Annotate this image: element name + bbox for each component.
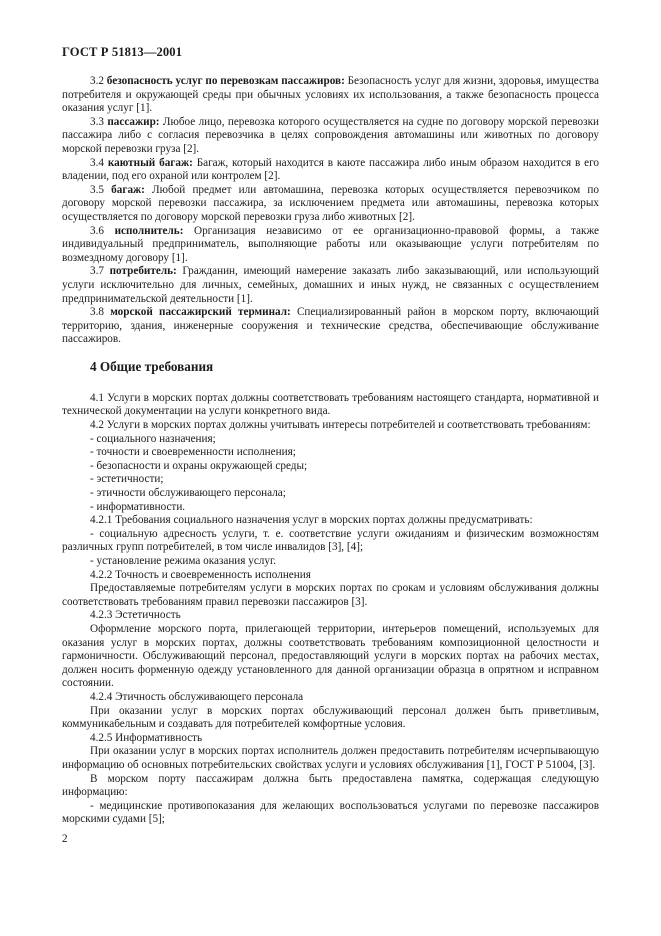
term-3-2 [62, 75, 599, 116]
subsection-title-4-2-2: 4.2.2 Точность и своевременность исполнения [90, 568, 311, 581]
term-name: безопасность услуг по перевозкам пассажиров: [106, 75, 345, 87]
page-number: 2 [62, 833, 68, 845]
term-name: багаж: [111, 183, 145, 196]
subsection-title-4-2-5: 4.2.5 Информативность [90, 731, 203, 744]
paragraph-4-1: 4.1 Услуги в морских портах должны соответствовать требованиям настоящего стандарта, нормативной и технической документации на услуги конкретного вида. [62, 391, 599, 418]
list-item: - социальную адресность услуги, т. е. соответствие услуги ожиданиям и физическим возможностям различных групп потребителей, в том числе инвалидов [3], [4]; [62, 527, 599, 554]
term-number: 3.5 [90, 183, 104, 196]
paragraph-4-2-5-a: При оказании услуг в морских портах исполнитель должен предоставить потребителям исчерпывающую информацию об основных потребительских свойствах услуги и условиях обслуживания [1], ГОСТ Р 51004, [3]. [62, 745, 599, 771]
subsection-title-4-2-3: 4.2.3 Эстетичность [90, 609, 181, 622]
list-item: - медицинские противопоказания для желающих воспользоваться услугами по перевозке пассажиров морскими судами [5]; [62, 799, 599, 826]
section-heading: 4 Общие требования [90, 358, 214, 374]
list-item: - безопасности и охраны окружающей среды; [90, 459, 308, 472]
term-3-4 [62, 157, 599, 184]
list-item: - установление режима оказания услуг. [90, 555, 277, 567]
paragraph-4-2-1: 4.2.1 Требования социального назначения услуг в морских портах должны предусматривать: [90, 514, 533, 527]
term-definition: Багаж, который находится в каюте пассажира либо иным образом находится в его владении, под его охраной или контролем [2]. [62, 156, 599, 183]
term-definition: Любой предмет или автомашина, перевозка которых осуществляется перевозчиком по договору морской перевозки пассажира, за исключением предмета или автомашины, перевозка которых осуществляется по договору морской перевозки груза либо животных [2]. [62, 183, 599, 223]
subsection-title-4-2-4: 4.2.4 Этичность обслуживающего персонала [90, 690, 304, 703]
term-3-8 [62, 306, 599, 347]
term-name: морской пассажирский терминал: [110, 306, 291, 319]
term-definition: Любое лицо, перевозка которого осуществляется на судне по договору морской перевозки пассажира либо с согласия перевозчика в целях сопровождения автомашины или животных по договору морской перевозки груза [2]. [62, 115, 599, 155]
paragraph-4-2-4: При оказании услуг в морских портах обслуживающий персонал должен быть приветливым, коммуникабельным и создавать для потребителей комфортные условия. [62, 704, 599, 731]
paragraph-4-2-2: Предоставляемые потребителям услуги в морских портах по срокам и условиям обслуживания должны соответствовать требованиям правил перевозки пассажиров [3]. [62, 582, 599, 608]
term-definition: Безопасность услуг для жизни, здоровья, имущества потребителя и окружающей среды при обычных условиях их использования, а также безопасность процесса оказания услуг [1]. [62, 75, 599, 115]
list-item: - информативности. [90, 500, 186, 513]
paragraph-4-2: 4.2 Услуги в морских портах должны учитывать интересы потребителей и соответствовать требованиям: [90, 419, 591, 432]
list-item: - социального назначения; [90, 432, 216, 445]
term-3-7 [62, 265, 599, 306]
term-number: 3.8 [90, 306, 104, 319]
term-3-3 [62, 116, 599, 157]
term-name: исполнитель: [114, 224, 184, 237]
term-definition: Организация независимо от ее организационно-правовой формы, а также индивидуальный предприниматель, выполняющие работы или оказывающие услуги потребителям по возмездному договору [1]. [62, 224, 599, 264]
term-definition: Гражданин, имеющий намерение заказать либо заказывающий, или использующий услуги исключительно для личных, семейных, домашних и иных нужд, не связанных с осуществлением предпринимательской деятельности [1]. [62, 265, 599, 305]
document-header: ГОСТ Р 51813—2001 [62, 45, 183, 59]
term-number: 3.3 [90, 115, 104, 128]
term-name: пассажир: [107, 115, 160, 128]
paragraph-4-2-5-b: В морском порту пассажирам должна быть предоставлена памятка, содержащая следующую информацию: [62, 772, 599, 799]
term-number: 3.4 [90, 156, 104, 169]
list-item: - этичности обслуживающего персонала; [90, 487, 286, 500]
term-number: 3.2 [90, 75, 104, 87]
term-definition: Специализированный район в морском порту, включающий территорию, здания, инженерные сооружения и технические средства, обеспечивающие обслуживание пассажиров. [62, 306, 599, 346]
document-body [62, 75, 599, 827]
term-number: 3.6 [90, 224, 104, 237]
term-name: каютный багаж: [107, 156, 193, 169]
list-item: - точности и своевременности исполнения; [90, 446, 296, 459]
term-name: потребитель: [109, 265, 177, 278]
term-number: 3.7 [90, 265, 104, 278]
term-3-6 [62, 225, 599, 266]
term-3-5 [62, 184, 599, 225]
paragraph-4-2-3: Оформление морского порта, прилегающей территории, интерьеров помещений, используемых для оказания услуг в морских портах, должны соответствовать требованиям композиционной целостности и гармоничности. Обслуживающий персонал, предоставляющий услуги в морских портах на рабочих местах, должен носить форменную одежду установленного для данной организации образца в опрятном и исправном состоянии. [62, 622, 599, 690]
list-item: - эстетичности; [90, 473, 164, 486]
